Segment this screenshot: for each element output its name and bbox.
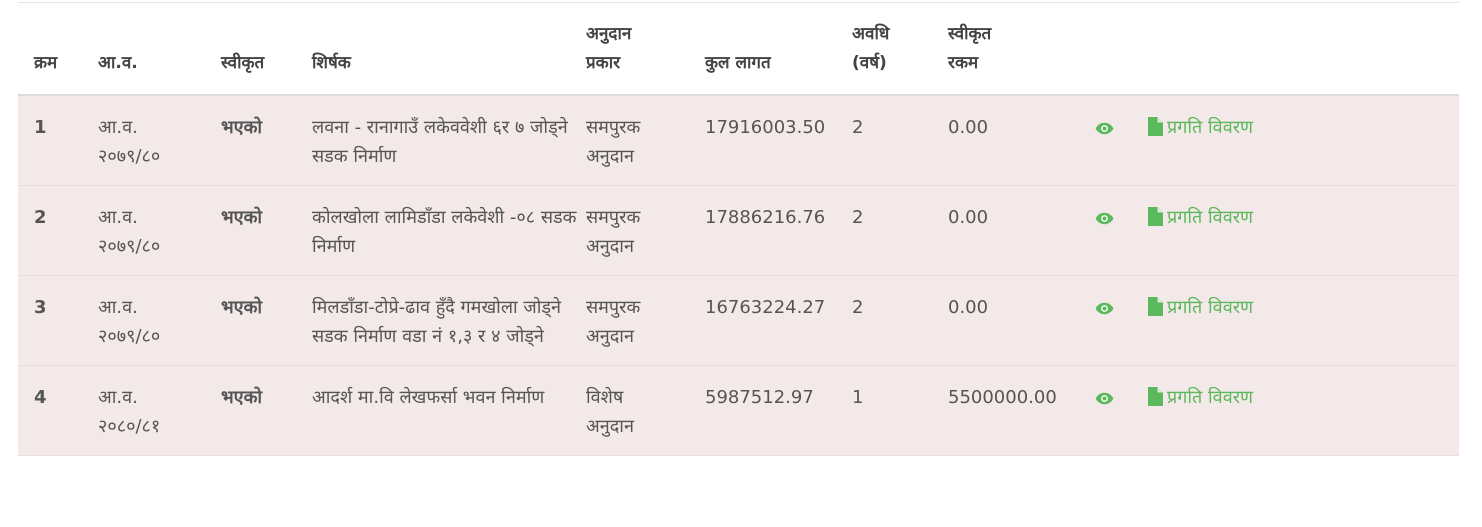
cell-view bbox=[1095, 366, 1148, 456]
table-row bbox=[18, 95, 1459, 186]
cell-title: मिलडाँडा-टोप्रे-ढाव हुँदै गमखोला जोड्ने सडक निर्माण वडा नं १,३ र ४ जोड्ने bbox=[312, 297, 562, 347]
cell-serial: 4 bbox=[34, 387, 47, 408]
table-row bbox=[18, 186, 1459, 276]
table-header-row bbox=[18, 3, 1459, 95]
eye-icon bbox=[1095, 392, 1114, 405]
cell-fiscal-year: आ.व. २०७९/८० bbox=[98, 207, 161, 257]
cell-duration: 2 bbox=[852, 207, 864, 228]
cell-total-cost: 17916003.50 bbox=[705, 117, 826, 138]
cell-duration: 2 bbox=[852, 117, 864, 138]
progress-report-link[interactable] bbox=[1148, 113, 1253, 142]
cell-actions bbox=[1148, 95, 1459, 186]
cell-status: भएको bbox=[221, 207, 263, 228]
progress-report-label: प्रगति विवरण bbox=[1167, 117, 1254, 138]
cell-title: कोलखोला लामिडाँडा लकेवेशी -०८ सडक निर्माण bbox=[312, 207, 577, 257]
file-icon bbox=[1148, 207, 1163, 226]
cell-approved-amount: 0.00 bbox=[948, 207, 989, 228]
header-serial: क्रम bbox=[18, 3, 98, 95]
table-row bbox=[18, 366, 1459, 456]
file-icon bbox=[1148, 117, 1163, 136]
progress-report-link[interactable] bbox=[1148, 383, 1253, 412]
cell-fiscal-year: आ.व. २०८०/८१ bbox=[98, 387, 161, 437]
cell-fiscal-year: आ.व. २०७९/८० bbox=[98, 297, 161, 347]
cell-total-cost: 16763224.27 bbox=[705, 297, 826, 318]
cell-duration: 1 bbox=[852, 387, 864, 408]
cell-serial: 1 bbox=[34, 117, 47, 138]
header-title: शिर्षक bbox=[312, 3, 586, 95]
cell-duration: 2 bbox=[852, 297, 864, 318]
view-button[interactable] bbox=[1095, 383, 1114, 412]
header-grant-type: अनुदान प्रकार bbox=[586, 3, 705, 95]
eye-icon bbox=[1095, 122, 1114, 135]
cell-status: भएको bbox=[221, 297, 263, 318]
cell-title: आदर्श मा.वि लेखफर्सा भवन निर्माण bbox=[312, 387, 545, 408]
cell-total-cost: 5987512.97 bbox=[705, 387, 814, 408]
cell-approved-amount: 0.00 bbox=[948, 117, 989, 138]
eye-icon bbox=[1095, 302, 1114, 315]
cell-grant-type: विशेष अनुदान bbox=[586, 387, 634, 437]
file-icon bbox=[1148, 387, 1163, 406]
cell-actions bbox=[1148, 276, 1459, 366]
progress-report-link[interactable] bbox=[1148, 203, 1253, 232]
view-button[interactable] bbox=[1095, 113, 1114, 142]
table-row bbox=[18, 276, 1459, 366]
view-button[interactable] bbox=[1095, 203, 1114, 232]
cell-serial: 2 bbox=[34, 207, 47, 228]
progress-report-link[interactable] bbox=[1148, 293, 1253, 322]
file-icon bbox=[1148, 297, 1163, 316]
cell-view bbox=[1095, 276, 1148, 366]
cell-actions bbox=[1148, 186, 1459, 276]
cell-status: भएको bbox=[221, 387, 263, 408]
header-actions bbox=[1148, 3, 1459, 95]
header-total-cost: कुल लागत bbox=[705, 3, 852, 95]
progress-report-label: प्रगति विवरण bbox=[1167, 297, 1254, 318]
header-view bbox=[1095, 3, 1148, 95]
cell-grant-type: समपुरक अनुदान bbox=[586, 297, 641, 347]
cell-approved-amount: 5500000.00 bbox=[948, 387, 1057, 408]
cell-fiscal-year: आ.व. २०७९/८० bbox=[98, 117, 161, 167]
cell-view bbox=[1095, 95, 1148, 186]
view-button[interactable] bbox=[1095, 293, 1114, 322]
cell-title: लवना - रानागाउँ लकेववेशी ६र ७ जोड्ने सडक निर्माण bbox=[312, 117, 568, 167]
progress-report-label: प्रगति विवरण bbox=[1167, 207, 1254, 228]
eye-icon bbox=[1095, 212, 1114, 225]
cell-grant-type: समपुरक अनुदान bbox=[586, 207, 641, 257]
cell-serial: 3 bbox=[34, 297, 47, 318]
cell-actions bbox=[1148, 366, 1459, 456]
header-duration: अवधि (वर्ष) bbox=[852, 3, 948, 95]
cell-approved-amount: 0.00 bbox=[948, 297, 989, 318]
projects-table bbox=[18, 3, 1459, 456]
header-approved-amount: स्वीकृत रकम bbox=[948, 3, 1095, 95]
header-approved: स्वीकृत bbox=[221, 3, 312, 95]
progress-report-label: प्रगति विवरण bbox=[1167, 387, 1254, 408]
header-fiscal-year: आ.व. bbox=[98, 3, 221, 95]
cell-total-cost: 17886216.76 bbox=[705, 207, 826, 228]
cell-status: भएको bbox=[221, 117, 263, 138]
cell-grant-type: समपुरक अनुदान bbox=[586, 117, 641, 167]
cell-view bbox=[1095, 186, 1148, 276]
